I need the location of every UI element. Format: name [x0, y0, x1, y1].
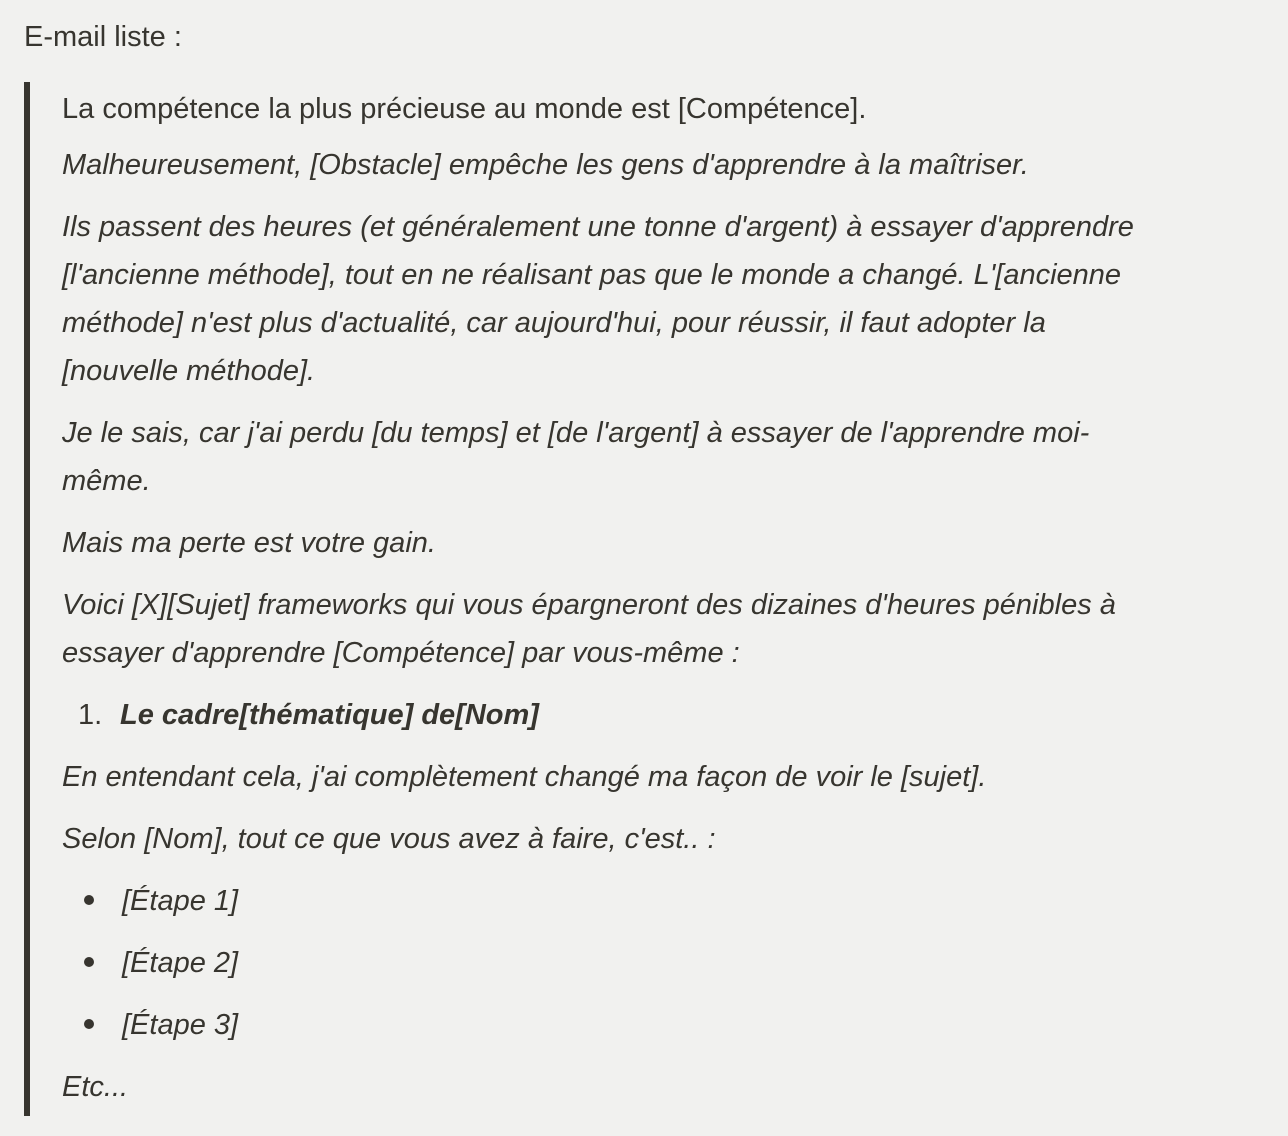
gain-line: Mais ma perte est votre gain.	[62, 527, 436, 559]
old-method-line-2: [l'ancienne méthode], tout en ne réalisant pas que le monde a changé. L'[ancienne	[62, 259, 1122, 291]
intro-line: La compétence la plus précieuse au monde est [Compétence].	[62, 93, 867, 125]
bullet-text: [Étape 1]	[122, 885, 239, 917]
hearing-line: En entendant cela, j'ai complètement changé ma façon de voir le [sujet].	[62, 761, 987, 793]
old-method-line-4: [nouvelle méthode].	[62, 355, 316, 387]
bullet-dot-icon	[84, 1019, 94, 1029]
bullet-item-step-3	[84, 1001, 238, 1049]
email-list-heading: E-mail liste :	[24, 21, 182, 53]
old-method-line-3: méthode] n'est plus d'actualité, car aujourd'hui, pour réussir, il faut adopter la	[62, 307, 1046, 339]
frameworks-line-2: essayer d'apprendre [Compétence] par vous-même :	[62, 637, 740, 669]
bullet-text: [Étape 2]	[122, 947, 239, 979]
according-line: Selon [Nom], tout ce que vous avez à faire, c'est.. :	[62, 823, 716, 855]
list-number: 1.	[78, 699, 103, 731]
closing-line: Etc...	[62, 1071, 129, 1103]
bullet-dot-icon	[84, 895, 94, 905]
bullet-item-step-1	[84, 877, 238, 925]
numbered-list-item	[78, 691, 539, 739]
bullet-text: [Étape 3]	[122, 1009, 239, 1041]
framework-name: Le cadre[thématique] de[Nom]	[120, 699, 539, 731]
bullet-dot-icon	[84, 957, 94, 967]
old-method-line-1: Ils passent des heures (et généralement une tonne d'argent) à essayer d'apprendre	[62, 211, 1134, 243]
obstacle-line: Malheureusement, [Obstacle] empêche les gens d'apprendre à la maîtriser.	[62, 149, 1029, 181]
frameworks-line-1: Voici [X][Sujet] frameworks qui vous épargneront des dizaines d'heures pénibles à	[62, 589, 1116, 621]
experience-line-1: Je le sais, car j'ai perdu [du temps] et [de l'argent] à essayer de l'apprendre moi-	[62, 417, 1090, 449]
bullet-item-step-2	[84, 939, 238, 987]
experience-line-2: même.	[62, 465, 151, 497]
email-template-blockquote	[24, 82, 1286, 1116]
